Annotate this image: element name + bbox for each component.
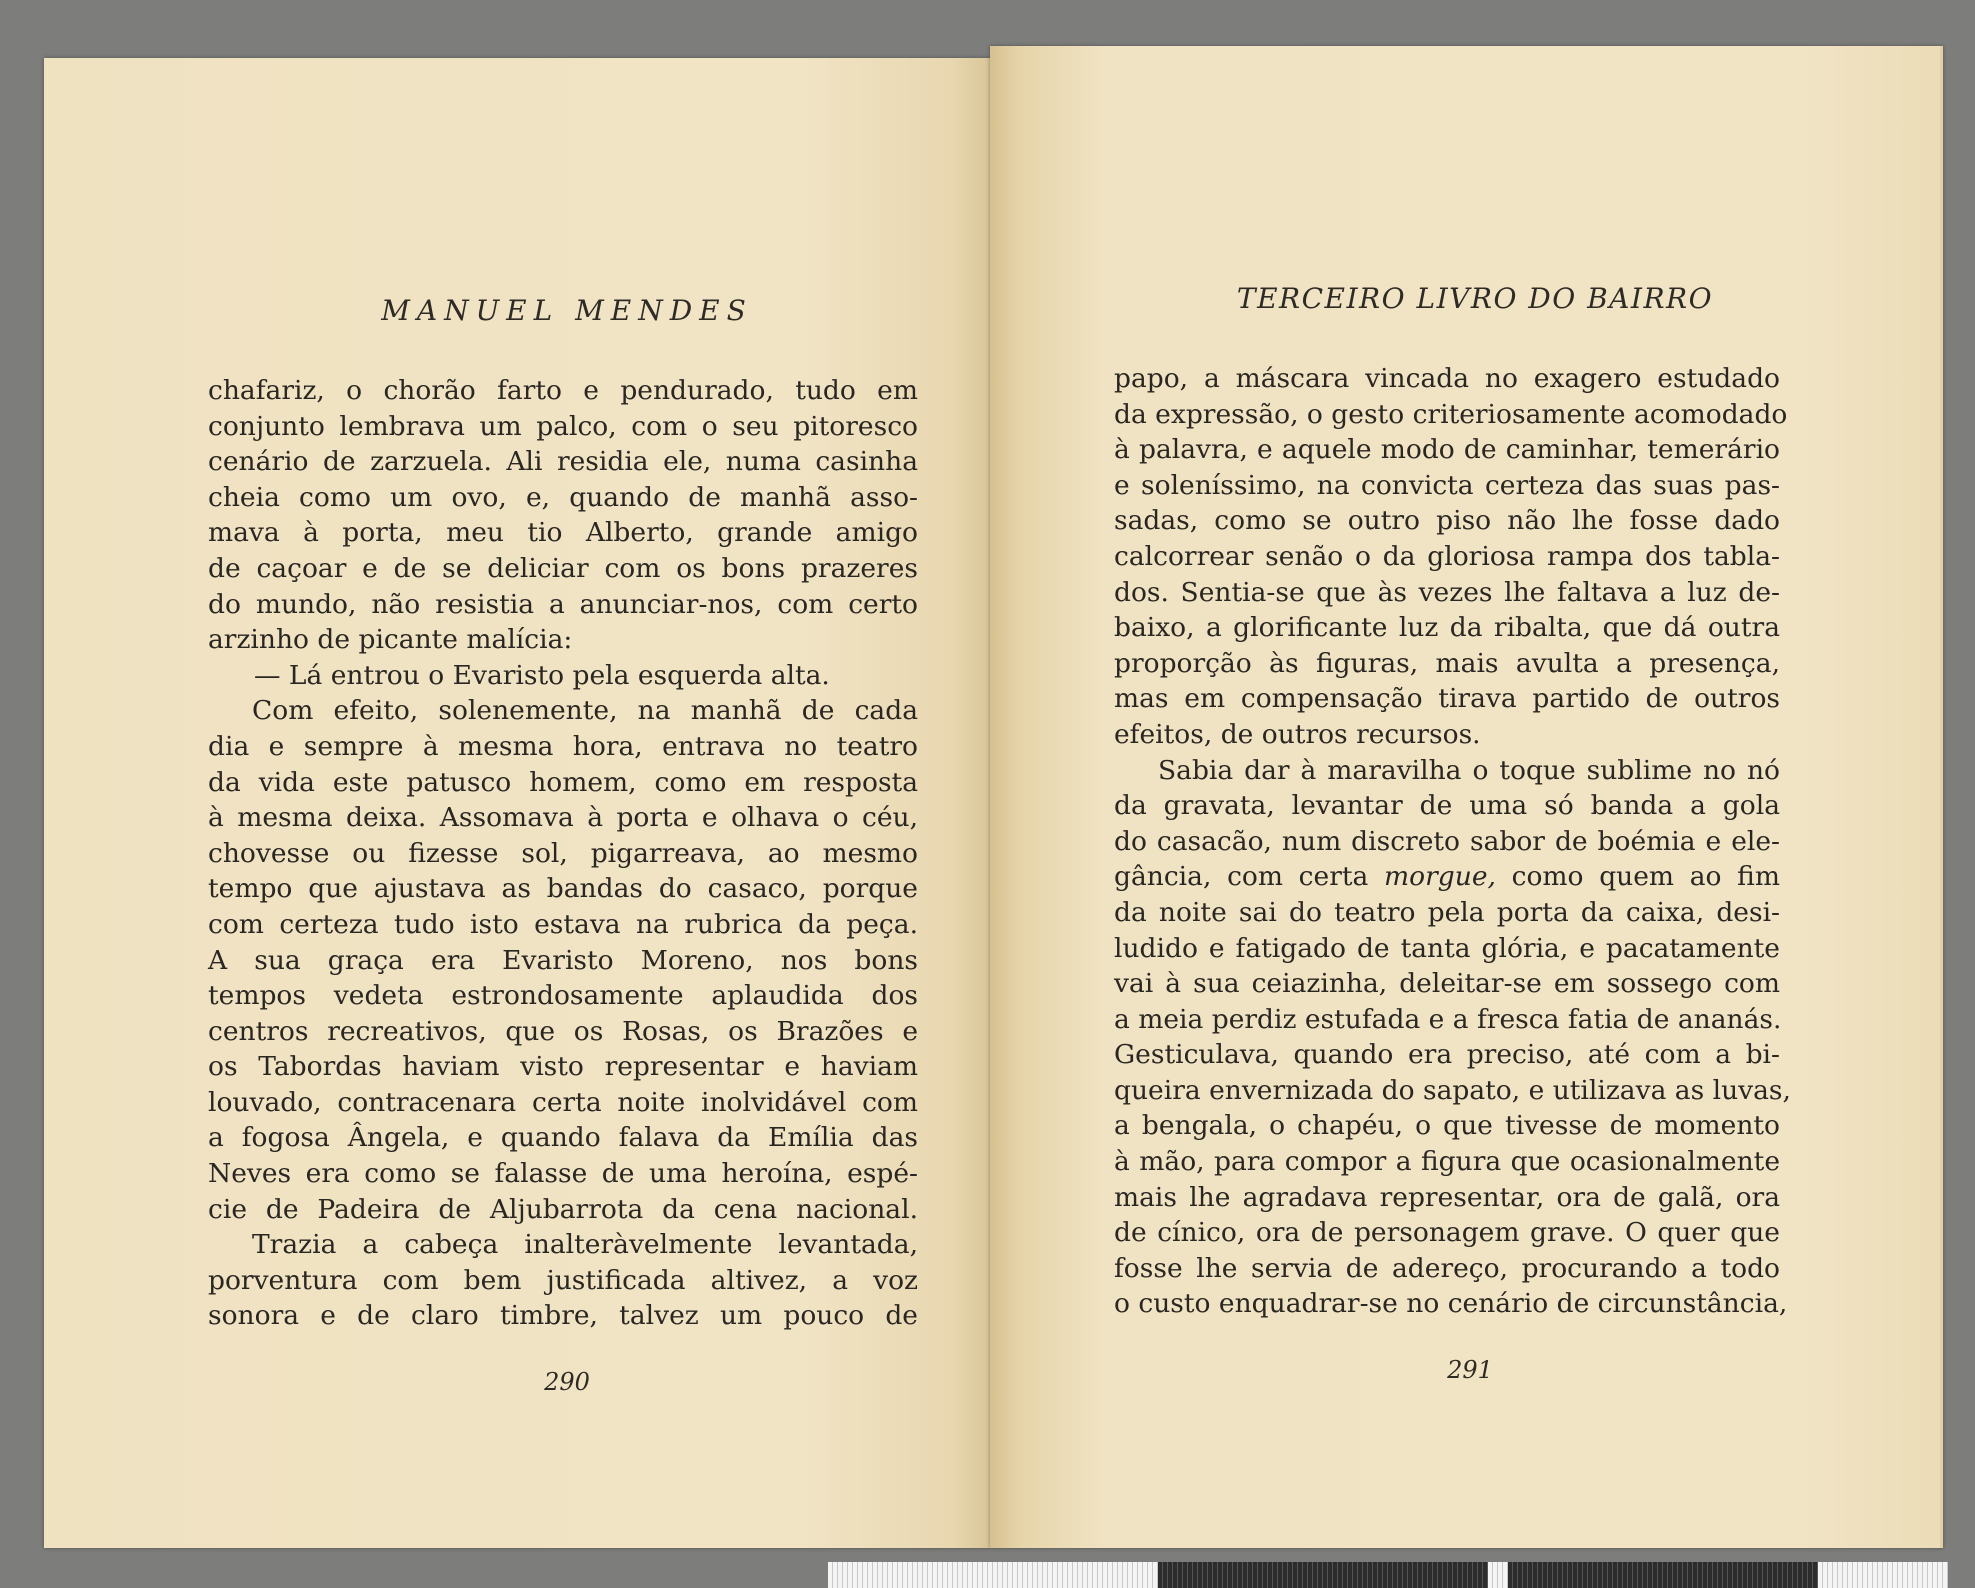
- left-page-body: [208, 373, 918, 1334]
- text-line: ludido e fatigado de tanta glória, e pacatamente: [1114, 932, 1780, 964]
- text-line: da vida este patusco homem, como em resposta: [208, 766, 918, 798]
- text-line: mas em compensação tirava partido de outros: [1114, 683, 1780, 715]
- text-line: — Lá entrou o Evaristo pela esquerda alta.: [254, 659, 830, 691]
- text-line: chafariz, o chorão farto e pendurado, tudo em: [208, 375, 918, 406]
- page-number-left: 290: [544, 1368, 590, 1396]
- text-line: o custo enquadrar-se no cenário de circunstância,: [1114, 1288, 1788, 1320]
- scan-scale-bar: [828, 1562, 1948, 1588]
- text-line: Neves era como se falasse de uma heroína, espé-: [208, 1158, 918, 1190]
- text-line: a meia perdiz estufada e a fresca fatia de ananás.: [1114, 1003, 1782, 1035]
- text-line: papo, a máscara vincada no exagero estudado: [1114, 363, 1780, 394]
- text-line: proporção às figuras, mais avulta a presença,: [1114, 647, 1780, 679]
- text-line: à mão, para compor a figura que ocasionalmente: [1114, 1146, 1780, 1178]
- text-line: queira envernizada do sapato, e utilizava as luvas,: [1114, 1074, 1791, 1106]
- text-line: arzinho de picante malícia:: [208, 624, 573, 656]
- text-line: louvado, contracenara certa noite inolvidável com: [208, 1086, 918, 1118]
- text-line: da noite sai do teatro pela porta da caixa, desi-: [1114, 896, 1780, 928]
- text-line: A sua graça era Evaristo Moreno, nos bons: [208, 944, 918, 976]
- text-line: sonora e de claro timbre, talvez um pouco de: [208, 1300, 918, 1332]
- text-line: dia e sempre à mesma hora, entrava no teatro: [208, 730, 918, 762]
- running-head-right: TERCEIRO LIVRO DO BAIRRO: [1236, 282, 1714, 315]
- text-line: à palavra, e aquele modo de caminhar, temerário: [1114, 434, 1780, 466]
- text-line: porventura com bem justificada altivez, a voz: [208, 1264, 918, 1296]
- text-line: da expressão, o gesto criteriosamente acomodado: [1114, 398, 1788, 430]
- text-line: com certeza tudo isto estava na rubrica da peça.: [208, 908, 918, 940]
- text-line: efeitos, de outros recursos.: [1114, 718, 1481, 750]
- text-line: cenário de zarzuela. Ali residia ele, numa casinha: [208, 446, 918, 478]
- text-line: Trazia a cabeça inalteràvelmente levantada,: [252, 1229, 918, 1261]
- text-line: Gesticulava, quando era preciso, até com a bi-: [1114, 1039, 1780, 1071]
- text-line: gância, com certa morgue, como quem ao fim: [1114, 861, 1780, 893]
- right-page: [990, 46, 1943, 1548]
- text-line: vai à sua ceiazinha, deleitar-se em sossego com: [1114, 968, 1780, 1000]
- text-line: mais lhe agradava representar, ora de galã, ora: [1114, 1181, 1780, 1213]
- text-line: a bengala, o chapéu, o que tivesse de momento: [1114, 1110, 1780, 1142]
- text-line: Com efeito, solenemente, na manhã de cada: [252, 695, 918, 727]
- text-line: calcorrear senão o da gloriosa rampa dos tabla-: [1114, 540, 1780, 572]
- text-line: do casacão, num discreto sabor de boémia e ele-: [1114, 825, 1780, 857]
- running-head-left: MANUEL MENDES: [381, 294, 753, 327]
- text-line: conjunto lembrava um palco, com o seu pitoresco: [208, 410, 918, 442]
- text-line: do mundo, não resistia a anunciar-nos, com certo: [208, 588, 918, 620]
- text-line: cie de Padeira de Aljubarrota da cena nacional.: [208, 1193, 918, 1225]
- text-line: centros recreativos, que os Rosas, os Brazões e: [208, 1015, 918, 1047]
- text-line: e soleníssimo, na convicta certeza das suas pas-: [1114, 469, 1780, 501]
- text-line: Sabia dar à maravilha o toque sublime no nó: [1158, 754, 1780, 786]
- text-line: de caçoar e de se deliciar com os bons prazeres: [208, 552, 918, 584]
- text-line: dos. Sentia-se que às vezes lhe faltava a luz de-: [1114, 576, 1780, 608]
- page-number-right: 291: [1447, 1356, 1493, 1384]
- text-line: baixo, a glorificante luz da ribalta, que dá outra: [1114, 612, 1780, 644]
- text-line: cheia como um ovo, e, quando de manhã asso-: [208, 481, 918, 513]
- text-line: da gravata, levantar de uma só banda a gola: [1114, 790, 1780, 822]
- right-page-body: [1114, 361, 1791, 1322]
- text-line: a fogosa Ângela, e quando falava da Emília das: [208, 1122, 918, 1154]
- text-line: tempos vedeta estrondosamente aplaudida dos: [208, 980, 918, 1012]
- text-line: os Tabordas haviam visto representar e haviam: [208, 1051, 918, 1083]
- text-line: tempo que ajustava as bandas do casaco, porque: [208, 873, 918, 905]
- text-line: à mesma deixa. Assomava à porta e olhava o céu,: [208, 802, 918, 834]
- text-line: fosse lhe servia de adereço, procurando a todo: [1114, 1252, 1780, 1284]
- text-line: sadas, como se outro piso não lhe fosse dado: [1114, 505, 1780, 537]
- text-line: de cínico, ora de personagem grave. O quer que: [1114, 1217, 1780, 1249]
- left-page: [44, 58, 990, 1548]
- text-line: chovesse ou fizesse sol, pigarreava, ao mesmo: [208, 837, 918, 869]
- text-line: mava à porta, meu tio Alberto, grande amigo: [208, 517, 918, 549]
